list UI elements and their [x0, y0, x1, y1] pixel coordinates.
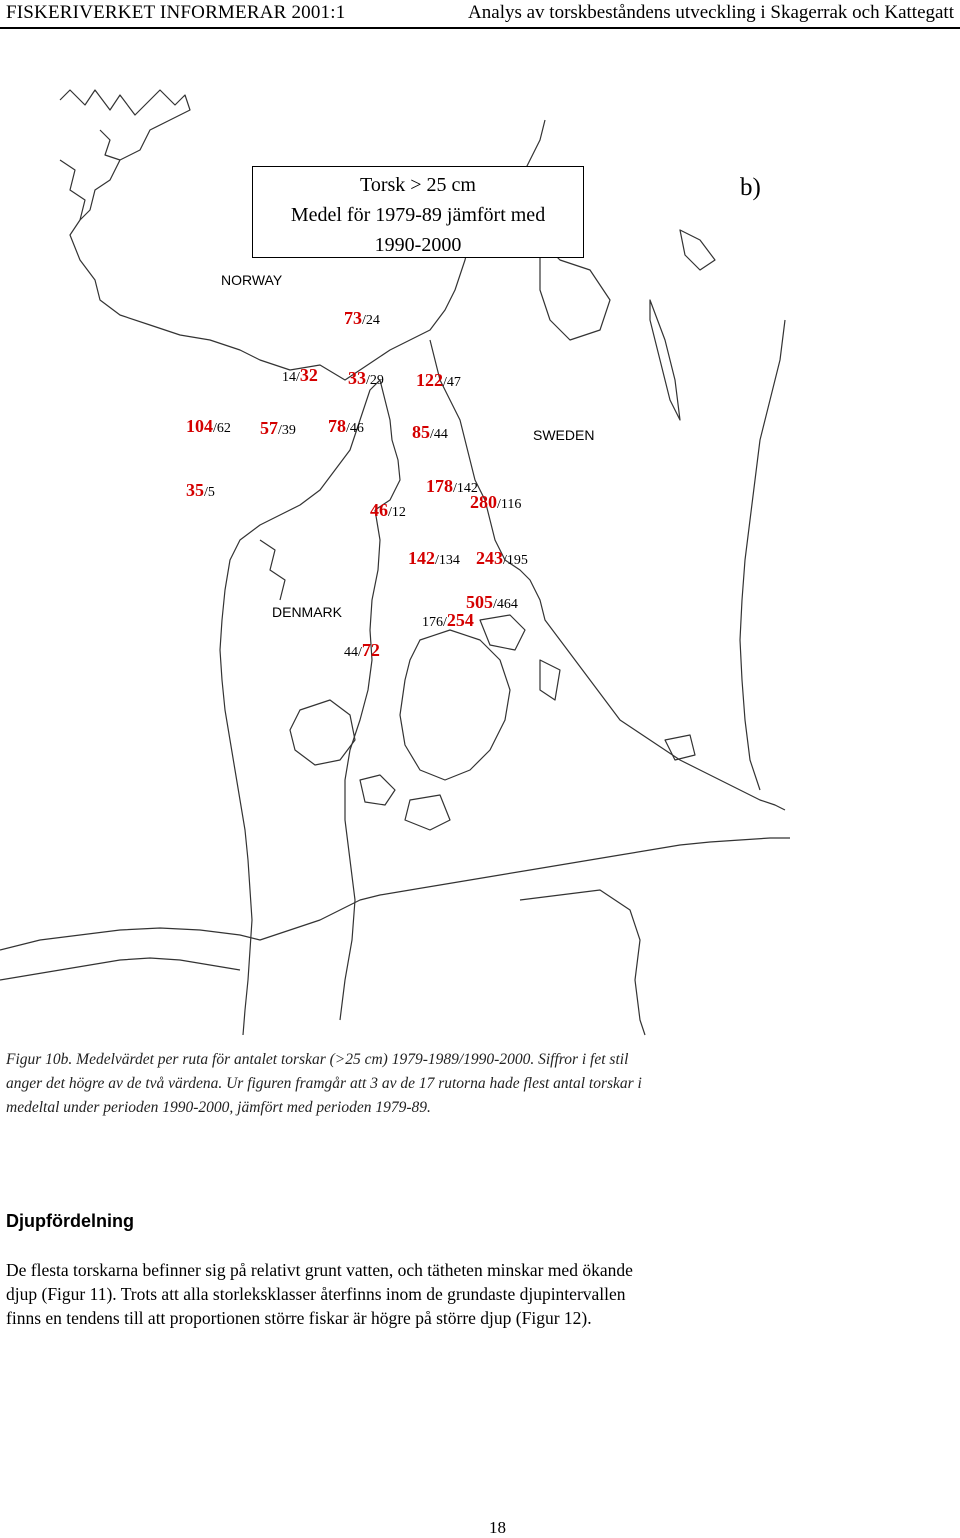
funen-island — [290, 700, 355, 765]
map-cell-value: 104/62 — [186, 416, 231, 436]
map-cell-value: 176/254 — [422, 610, 474, 630]
legend-line-2: Medel för 1979-89 jämfört med — [290, 204, 546, 226]
header-divider — [0, 27, 960, 29]
map-cell-value: 85/44 — [412, 422, 448, 442]
map-cell-value: 33/29 — [348, 368, 384, 388]
figure-caption: Figur 10b. Medelvärdet per ruta för antalet torskar (>25 cm) 1979-1989/1990-2000. Siffror i fet stil anger det högre av de två värdena. Ur figuren framgår att 3 av de 17 rutorna hade flest antal torskar i medeltal under perioden 1990-2000, jämfört med perioden 1979-89. — [6, 1051, 642, 1116]
map-figure — [0, 60, 790, 1040]
map-cell-value: 243/195 — [476, 548, 528, 568]
section-heading: Djupfördelning — [6, 1211, 134, 1231]
header-publication: FISKERIVERKET INFORMERAR 2001:1 — [6, 2, 346, 23]
map-cell-value: 44/72 — [344, 640, 380, 660]
map-cell-value: 14/32 — [282, 365, 318, 385]
legend-line-1: Torsk > 25 cm — [360, 174, 476, 196]
panel-label: b) — [740, 174, 761, 201]
map-cell-value: 280/116 — [470, 492, 522, 512]
map-cell-value: 178/142 — [426, 476, 478, 496]
map-cell-value: 142/134 — [408, 548, 460, 568]
map-cell-value: 73/24 — [344, 308, 380, 328]
country-label-sweden: SWEDEN — [533, 427, 595, 443]
zealand-island — [400, 630, 510, 780]
legend-line-3: 1990-2000 — [374, 234, 462, 256]
map-cell-value: 35/5 — [186, 480, 215, 500]
country-label-norway: NORWAY — [221, 272, 283, 288]
map-cell-value: 78/46 — [328, 416, 364, 436]
page-header — [0, 0, 960, 28]
body-paragraph: De flesta torskarna befinner sig på relativt grunt vatten, och tätheten minskar med ökande djup (Figur 11). Trots att alla storleksklasser återfinns inom de grundaste djupintervallen finns en tendens till att proportionen större fiskar är högre på större djup (Figur 12). — [6, 1260, 633, 1328]
map-legend-box — [252, 166, 584, 258]
map-cell-value: 122/47 — [416, 370, 461, 390]
country-label-denmark: DENMARK — [272, 604, 343, 620]
map-cell-value: 46/12 — [370, 500, 406, 520]
germany-coast — [0, 838, 790, 950]
map-cell-value: 505/464 — [466, 592, 518, 612]
sweden-coast — [430, 340, 785, 810]
map-cell-value: 57/39 — [260, 418, 296, 438]
header-title: Analys av torskbeståndens utveckling i Skagerrak och Kattegatt — [468, 2, 954, 23]
page-number: 18 — [489, 1518, 506, 1537]
